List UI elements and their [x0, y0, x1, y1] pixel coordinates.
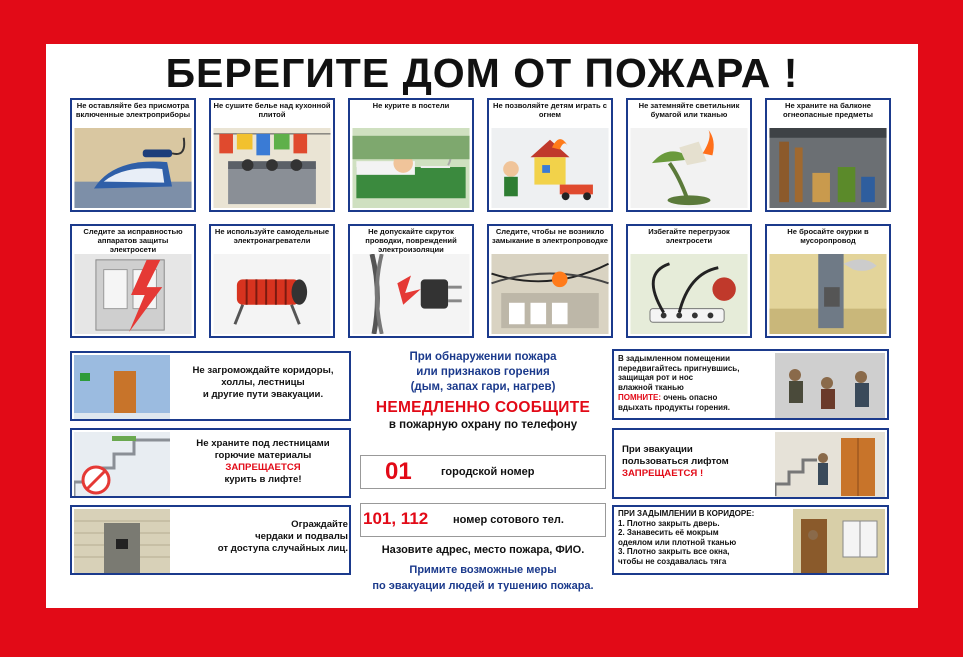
- tile-caption: Не сушите белье над кухонной плитой: [213, 101, 331, 119]
- panel-smoke-crouch: [612, 349, 889, 420]
- phone-city-label: городской номер: [441, 466, 535, 478]
- tile-caption: Избегайте перегрузок электросети: [648, 227, 730, 245]
- phone-mobile-label: номер сотового тел.: [453, 514, 564, 526]
- poster-title: БЕРЕГИТЕ ДОМ ОТ ПОЖАРА !: [165, 50, 799, 96]
- heater-icon: [213, 254, 331, 334]
- measures-line2: по эвакуации людей и тушению пожара.: [372, 580, 594, 592]
- panel-line: чтобы не создавалась тяга: [618, 556, 727, 566]
- panel-line: вдыхать продукты горения.: [618, 402, 730, 412]
- panel-warning: ЗАПРЕЩАЕТСЯ: [225, 462, 301, 473]
- elevator-icon: [775, 432, 885, 495]
- tile-caption: Следите за исправностью аппаратов защиты электросети: [83, 227, 183, 254]
- poster: [46, 44, 918, 608]
- center-line3: (дым, запах гари, нагрев): [410, 381, 556, 393]
- balcony-icon: [769, 128, 887, 208]
- breaker-icon: [74, 254, 192, 334]
- panel-line: одеялом или плотной тканью: [618, 537, 737, 547]
- measures-line1: Примите возможные меры: [409, 564, 557, 576]
- panel-line: и другие пути эвакуации.: [202, 389, 324, 400]
- garbage-chute-icon: [769, 254, 887, 334]
- panel-line: от доступа случайных лиц.: [217, 543, 348, 554]
- phone-mobile-number: 101, 112: [363, 509, 429, 528]
- panel-warning: ПОМНИТЕ:: [618, 392, 662, 402]
- corridor-icon: [74, 355, 170, 417]
- tile-caption: Не позволяйте детям играть с огнем: [493, 101, 607, 119]
- panel-line: Не храните под лестницами: [196, 438, 330, 449]
- iron-icon: [74, 128, 192, 208]
- stove-laundry-icon: [213, 128, 331, 208]
- phone-city-box: [360, 455, 606, 489]
- panel-line: В задымленном помещении: [618, 354, 731, 363]
- center-sub: в пожарную охрану по телефону: [388, 419, 578, 431]
- panel-corridor-smoke: [612, 505, 889, 575]
- locked-door-icon: [74, 509, 170, 571]
- short-circuit-icon: [491, 254, 609, 334]
- tile-garbage-chute: [765, 224, 891, 338]
- tile-overload: [626, 224, 752, 338]
- child-fire-icon: [491, 128, 609, 208]
- panel-line: курить в лифте!: [224, 474, 302, 485]
- panel-line: горючие материалы: [214, 450, 312, 461]
- address-instruction: Назовите адрес, место пожара, ФИО.: [381, 544, 585, 556]
- panel-line: передвигайтесь пригнувшись,: [618, 363, 740, 373]
- panel-line: 1. Плотно закрыть дверь.: [618, 518, 720, 528]
- panel-line: влажной тканью: [618, 383, 684, 393]
- panel-line: 2. Занавесить её мокрым: [618, 528, 719, 538]
- tile-lamp: [626, 98, 752, 212]
- tile-caption: Не используйте самодельные электронагреватели: [214, 227, 330, 245]
- tile-short-circuit: [487, 224, 613, 338]
- tile-smoking-bed: [348, 98, 474, 212]
- panel-line: холлы, лестницы: [221, 377, 305, 388]
- tile-caption: Не бросайте окурки в мусоропровод: [787, 227, 869, 245]
- panel-corridors: [70, 351, 351, 421]
- panel-stairs: [70, 428, 351, 498]
- overload-icon: [630, 254, 748, 334]
- tile-caption: Не курите в постели: [372, 101, 450, 110]
- panel-line: Ограждайте: [291, 519, 348, 530]
- lamp-icon: [630, 128, 748, 208]
- tile-plug: [348, 224, 474, 338]
- tile-laundry: [209, 98, 335, 212]
- plug-icon: [352, 254, 470, 334]
- panel-warning: ЗАПРЕЩАЕТСЯ !: [622, 468, 704, 479]
- panel-line: При эвакуации: [622, 444, 693, 455]
- tile-iron: [70, 98, 196, 212]
- panel-line: Не загромождайте коридоры,: [192, 365, 334, 376]
- center-line2: или признаков горения: [416, 366, 550, 378]
- panel-line: чердаки и подвалы: [255, 531, 348, 542]
- phone-city-number: 01: [385, 458, 412, 485]
- window-door-icon: [793, 509, 885, 571]
- tile-balcony: [765, 98, 891, 212]
- tile-breaker: [70, 224, 196, 338]
- panel-line: пользоваться лифтом: [622, 456, 729, 467]
- center-line1: При обнаружении пожара: [409, 351, 557, 363]
- urgent-heading: НЕМЕДЛЕННО СООБЩИТЕ: [375, 399, 591, 416]
- tile-heater: [209, 224, 335, 338]
- tile-child-fire: [487, 98, 613, 212]
- emergency-instructions: [358, 350, 608, 431]
- panel-no-elevator: [612, 428, 889, 499]
- crouching-people-icon: [775, 353, 885, 416]
- tile-caption: Не храните на балконе огнеопасные предметы: [783, 101, 873, 119]
- stairs-no-smoking-icon: [74, 432, 170, 494]
- smoking-bed-icon: [352, 128, 470, 208]
- panel-line: 3. Плотно закрыть все окна,: [618, 547, 730, 557]
- panel-line: очень опасно: [663, 392, 718, 402]
- phone-mobile-box: [360, 503, 606, 537]
- tile-caption: Не допускайте скруток проводки, повреждений электроизоляции: [365, 227, 457, 254]
- panel-line: защищая рот и нос: [618, 373, 694, 383]
- tile-caption: Следите, чтобы не возникло замыкание в электропроводке: [492, 227, 608, 245]
- tile-caption: Не затемняйте светильник бумагой или тканью: [638, 101, 740, 119]
- tile-caption: Не оставляйте без присмотра включенные электроприборы: [75, 101, 191, 119]
- panel-heading: ПРИ ЗАДЫМЛЕНИИ В КОРИДОРЕ:: [618, 509, 755, 518]
